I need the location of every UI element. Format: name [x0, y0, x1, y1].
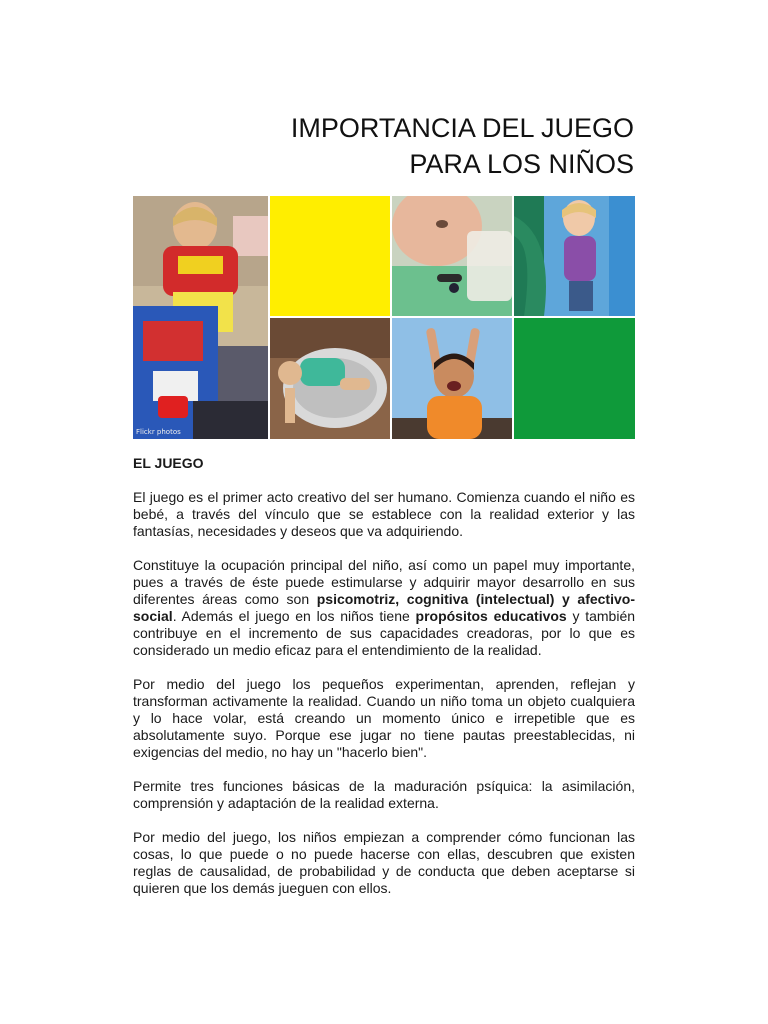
title-line-1: IMPORTANCIA DEL JUEGO — [290, 113, 634, 143]
paragraph-1: El juego es el primer acto creativo del ser humano. Comienza cuando el niño es bebé, a través del vínculo que se establece con la realidad exterior y las fantasías, necesidades y deseos que va adquiriendo. — [133, 489, 635, 539]
photo-child-disc — [270, 318, 390, 439]
photo-collage — [133, 196, 635, 439]
paragraph-2 — [133, 557, 635, 659]
paragraph-2-text-c: . Además el juego en los niños tiene — [172, 608, 416, 624]
title-line-2: PARA LOS NIÑOS — [409, 149, 634, 179]
green-tile — [514, 318, 635, 439]
paragraph-2-text-a: Constituye la ocupación principal del niño, así como un papel muy importante, pues a través de éste puede estimularse y adquirir mayor desarrollo en sus diferentes áreas como son — [133, 557, 635, 607]
paragraph-2-bold-purposes: propósitos educativos — [415, 608, 567, 624]
photo-child-arms-up — [392, 318, 512, 439]
paragraph-5: Por medio del juego, los niños empiezan a comprender cómo funcionan las cosas, lo que puede o no puede hacerse con ellas, descubren que existen reglas de causalidad, de probabilidad y de conducta que deben aceptarse si quieren que los demás jueguen con ellos. — [133, 829, 635, 896]
yellow-tile — [270, 196, 390, 316]
paragraph-2-bold-areas: psicomotriz, cognitiva (intelectual) y afectivo-social — [133, 591, 635, 624]
page-title — [291, 110, 634, 182]
paragraph-4: Permite tres funciones básicas de la maduración psíquica: la asimilación, comprensión y adaptación de la realidad externa. — [133, 778, 635, 811]
paragraph-3: Por medio del juego los pequeños experimentan, aprenden, reflejan y transforman activamente la realidad. Cuando un niño toma un objeto cualquiera y lo hace volar, está creando un momento único e irrepetible que es absolutamente suyo. Porque ese jugar no tiene pautas preestablecidas, ni exigencias del medio, no hay un "hacerlo bien". — [133, 676, 635, 760]
paragraph-2-text-e: y también contribuye en el incremento de sus capacidades creadoras, por lo que es considerado un medio eficaz para el entendimiento de la realidad. — [133, 608, 636, 658]
photo-child-lego — [133, 196, 268, 439]
photo-baby-cup — [392, 196, 512, 316]
article-body — [133, 455, 635, 914]
section-heading: EL JUEGO — [133, 455, 204, 471]
photo-caption: Flickr photos — [136, 428, 181, 436]
photo-toddler-slide — [514, 196, 635, 316]
